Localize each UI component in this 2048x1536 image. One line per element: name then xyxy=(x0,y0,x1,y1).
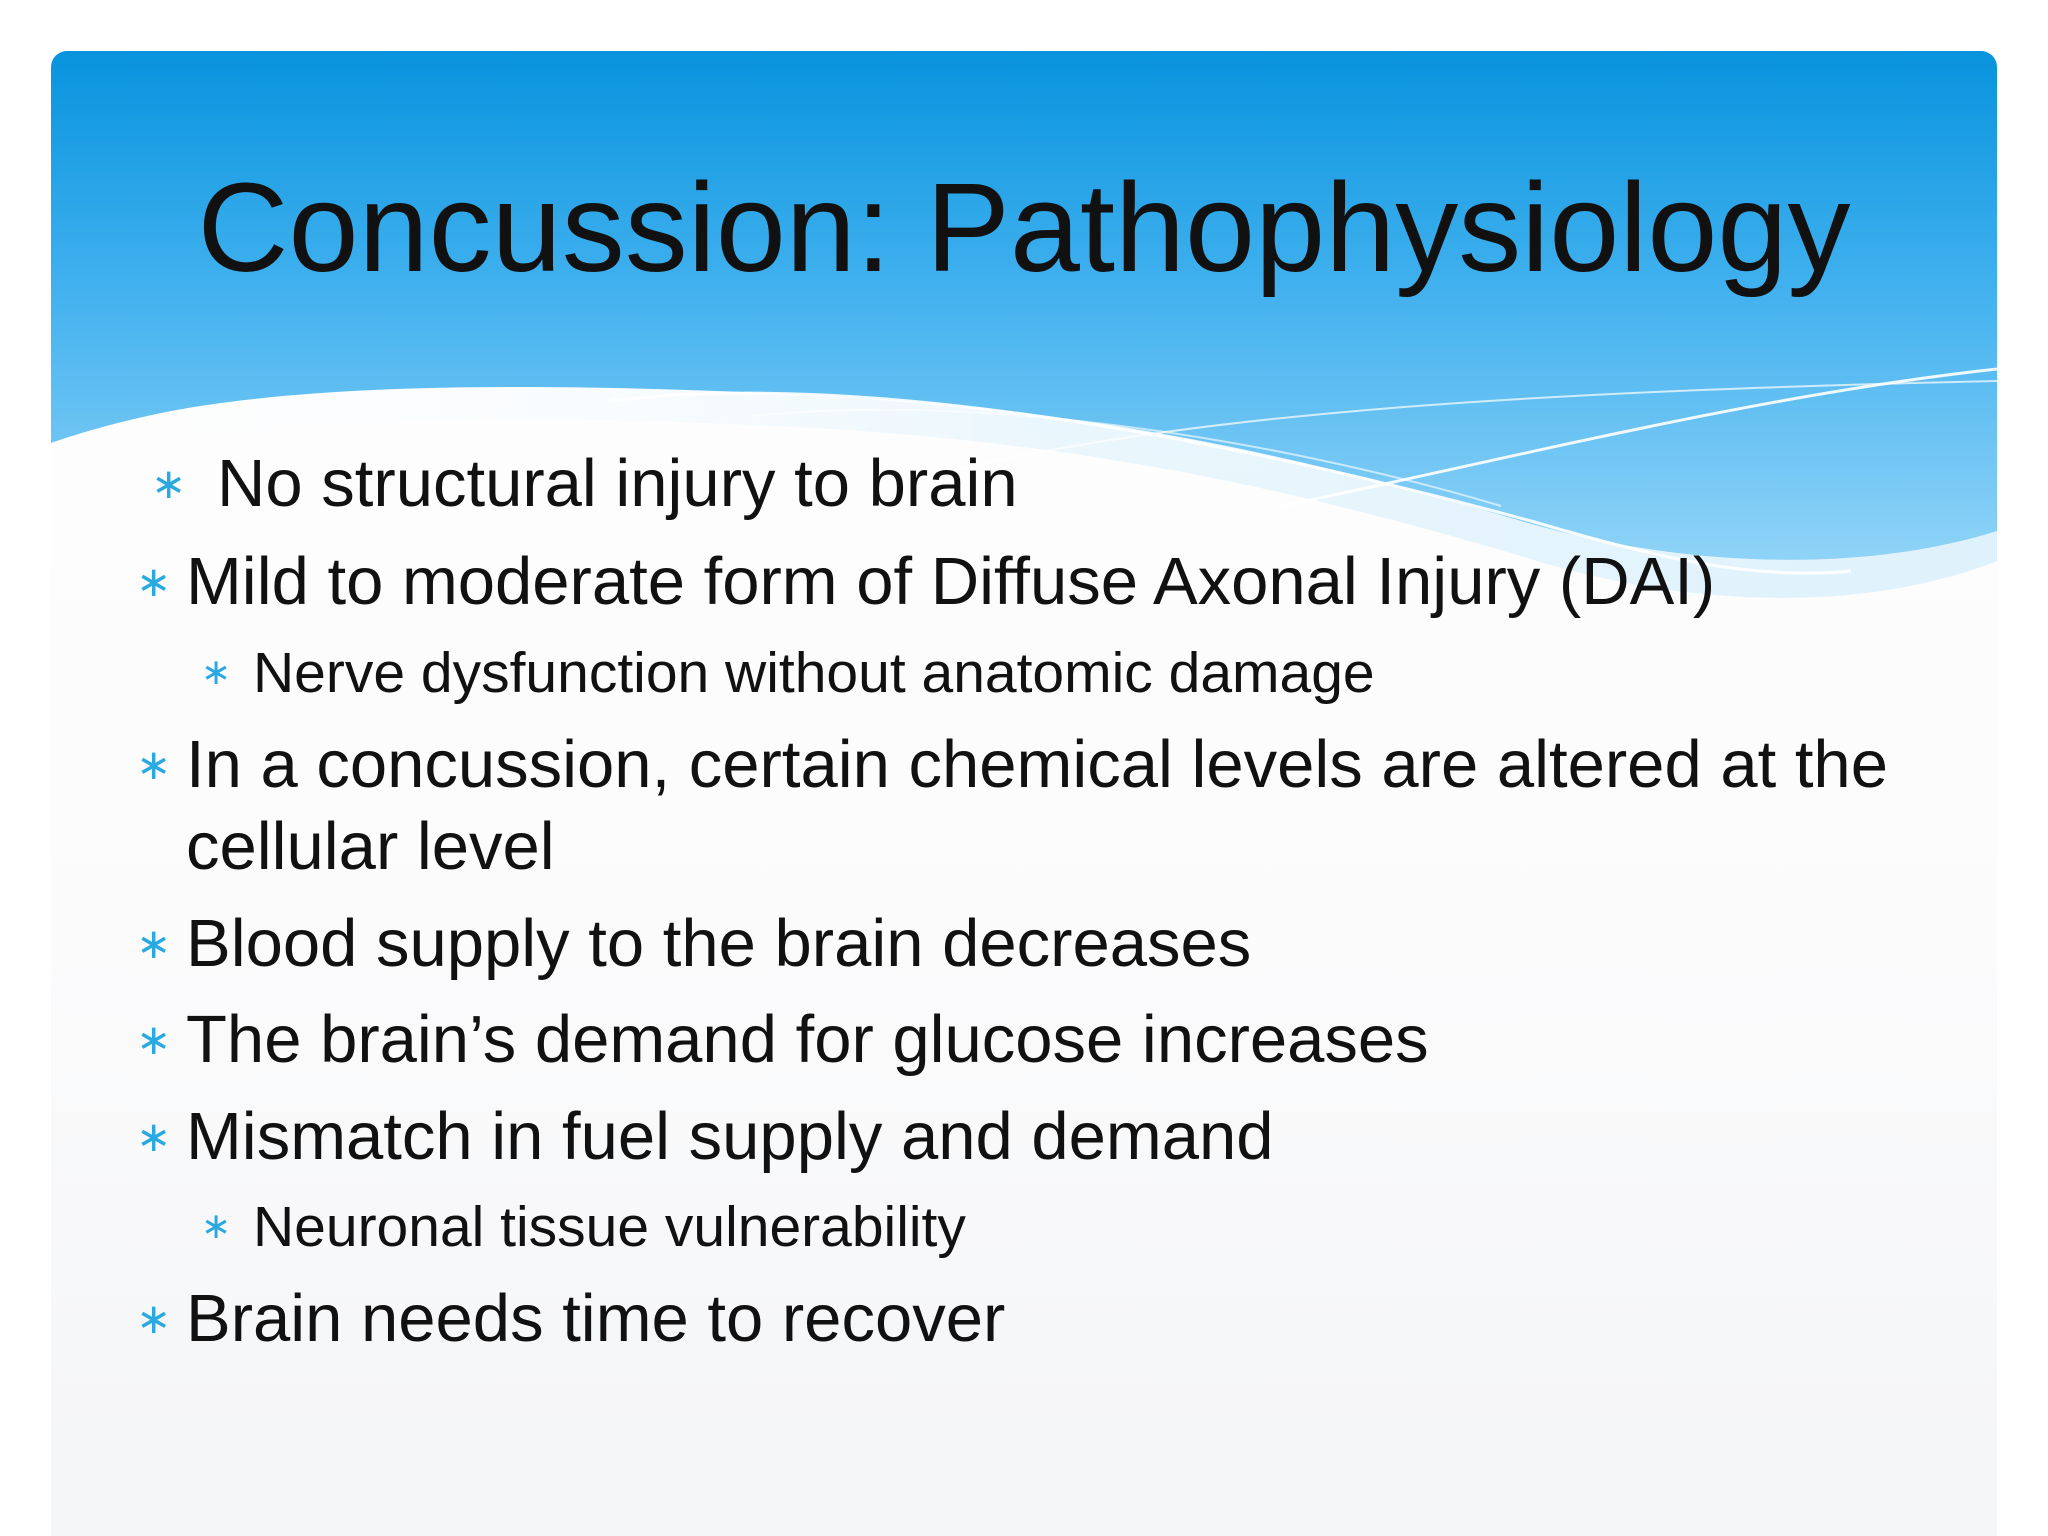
bullet-item xyxy=(136,541,1976,623)
bullet-text: No structural injury to brain xyxy=(217,446,1018,521)
asterisk-icon: ∗ xyxy=(201,652,232,693)
bullet-item xyxy=(136,1096,1976,1178)
sub-bullet-item xyxy=(201,638,1953,708)
asterisk-icon: ∗ xyxy=(136,1294,172,1343)
bullet-text: Mild to moderate form of Diffuse Axonal Injury (DAI) xyxy=(186,544,1716,619)
bullet-text: Neuronal tissue vulnerability xyxy=(253,1195,966,1259)
bullet-text: Nerve dysfunction without anatomic damage xyxy=(253,641,1375,705)
sub-bullet-item xyxy=(201,1192,1953,1262)
asterisk-icon: ∗ xyxy=(136,740,172,789)
bullet-text: Mismatch in fuel supply and demand xyxy=(186,1099,1274,1174)
asterisk-icon: ∗ xyxy=(136,557,172,606)
asterisk-icon: ∗ xyxy=(151,459,187,508)
bullet-list xyxy=(51,51,1997,1536)
bullet-item xyxy=(136,724,1976,888)
slide xyxy=(51,51,1997,1536)
asterisk-icon: ∗ xyxy=(136,919,172,968)
asterisk-icon: ∗ xyxy=(136,1015,172,1064)
asterisk-icon: ∗ xyxy=(201,1206,232,1247)
bullet-item xyxy=(136,903,1976,985)
slide-title: Concussion: Pathophysiology xyxy=(197,157,1851,298)
bullet-text: Brain needs time to recover xyxy=(186,1281,1006,1356)
bullet-text: In a concussion, certain chemical levels are altered at the cellular level xyxy=(186,727,1888,884)
bullet-text: The brain’s demand for glucose increases xyxy=(186,1002,1429,1077)
bullet-item xyxy=(136,1278,1976,1360)
bullet-text: Blood supply to the brain decreases xyxy=(186,906,1252,981)
bullet-item xyxy=(151,443,1997,525)
bullet-item xyxy=(136,999,1976,1081)
asterisk-icon: ∗ xyxy=(136,1112,172,1161)
